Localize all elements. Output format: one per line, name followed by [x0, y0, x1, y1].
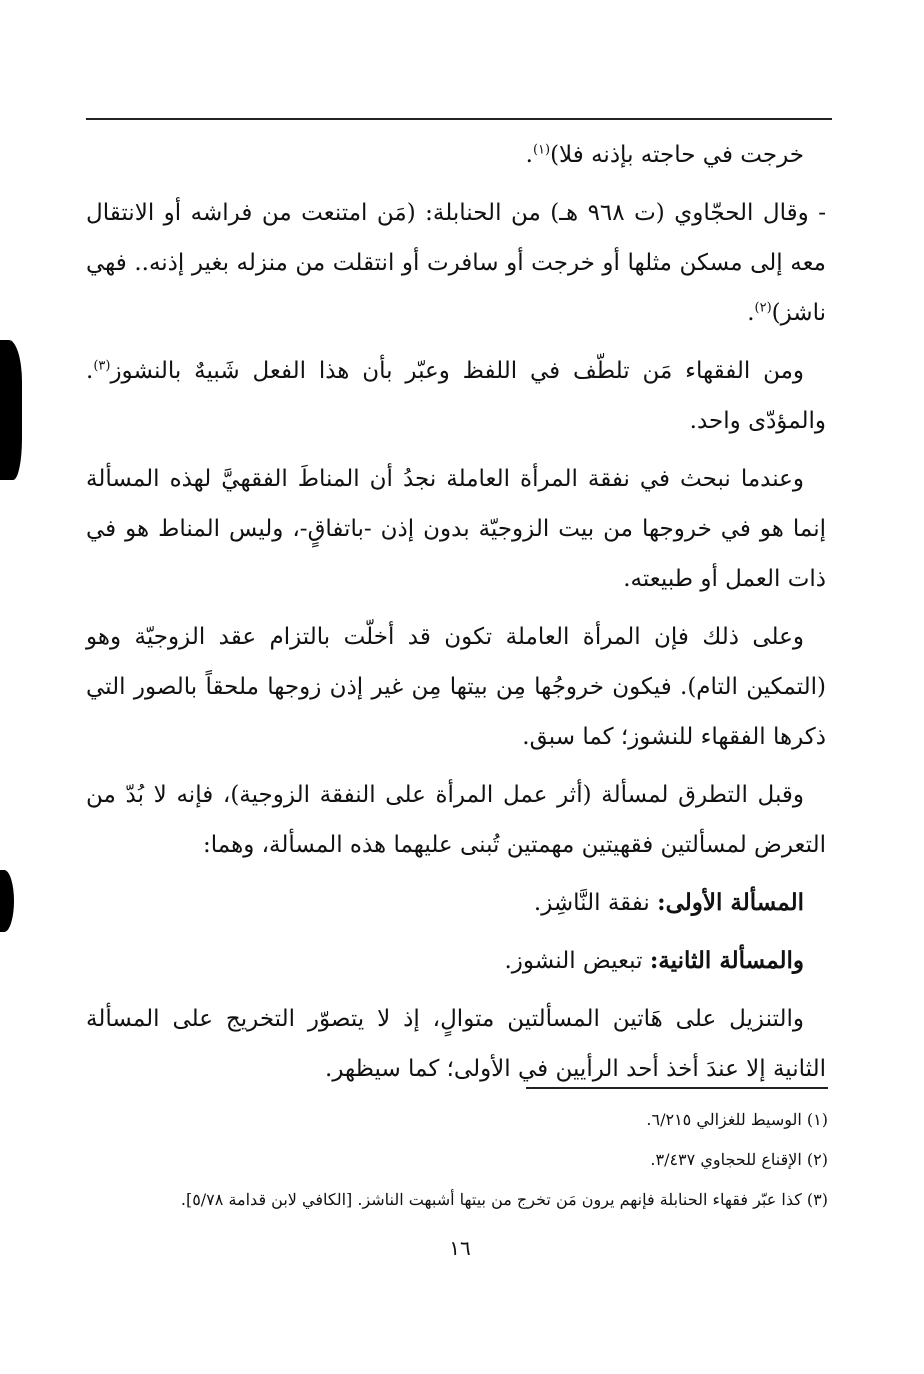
- footnote-ref[interactable]: (١): [532, 142, 551, 158]
- issue-two-label: والمسألة الثانية:: [649, 947, 804, 974]
- main-text: [86, 130, 826, 1102]
- scan-shadow-mark: [0, 870, 14, 932]
- paragraph: خرجت في حاجته بإذنه فلا)$^{(١)}$.: [525, 142, 804, 168]
- footnote-ref[interactable]: (٢): [754, 300, 772, 316]
- issue-two: والمسألة الثانية: تبعيض النشوز.: [504, 947, 804, 974]
- page-number: ١٦: [449, 1236, 471, 1260]
- footnotes: [92, 1100, 828, 1220]
- footnote-1: (١) الوسيط للغزالي ٦/٢١٥.: [646, 1110, 828, 1129]
- header-rule: [86, 118, 832, 120]
- issue-one-label: المسألة الأولى:: [657, 889, 804, 916]
- footnote-3: (٣) كذا عبّر فقهاء الحنابلة فإنهم يرون مَن تخرج من بيتها أشبهت الناشز. [الكافي لابن قدامة ٥/٧٨].: [180, 1190, 828, 1209]
- paragraph: - وقال الحجّاوي (ت ٩٦٨ هـ) من الحنابلة: (مَن امتنعت من فراشه أو الانتقال معه إلى مسكن مثلها أو خرجت أو سافرت أو انتقلت من منزله بغير إذنه.. فهي ناشز)$^{(٢)}$.: [86, 200, 826, 326]
- paragraph: وقبل التطرق لمسألة (أثر عمل المرأة على النفقة الزوجية)، فإنه لا بُدّ من التعرض لمسألتين فقهيتين مهمتين تُبنى عليهما هذه المسألة، وهما:: [86, 782, 826, 858]
- paragraph: وعندما نبحث في نفقة المرأة العاملة نجدُ أن المناطَ الفقهيَّ لهذه المسألة إنما هو في خروجها من بيت الزوجيّة بدون إذن -باتفاقٍ-، وليس المناط هو في ذات العمل أو طبيعته.: [86, 466, 826, 592]
- scan-shadow-mark: [0, 340, 22, 480]
- footnote-2: (٢) الإقناع للحجاوي ٣/٤٣٧.: [650, 1150, 828, 1169]
- paragraph: والتنزيل على هَاتين المسألتين متوالٍ، إذ لا يتصوّر التخريج على المسألة الثانية إلا عندَ أخذ أحد الرأيين في الأولى؛ كما سيظهر.: [86, 1006, 826, 1082]
- issue-one: المسألة الأولى: نفقة النَّاشِز.: [533, 889, 804, 916]
- footnote-ref[interactable]: (٣): [93, 358, 111, 374]
- footnote-rule: [526, 1087, 828, 1089]
- paragraph: وعلى ذلك فإن المرأة العاملة تكون قد أخلّت بالتزام عقد الزوجيّة وهو (التمكين التام). فيكون خروجُها مِن بيتها مِن غير إذن زوجها ملحقاً بالصور التي ذكرها الفقهاء للنشوز؛ كما سبق.: [86, 624, 826, 750]
- paragraph: ومن الفقهاء مَن تلطّف في اللفظ وعبّر بأن هذا الفعل شَبيهٌ بالنشوز$^{(٣)}$. والمؤدّى واحد.: [86, 358, 826, 434]
